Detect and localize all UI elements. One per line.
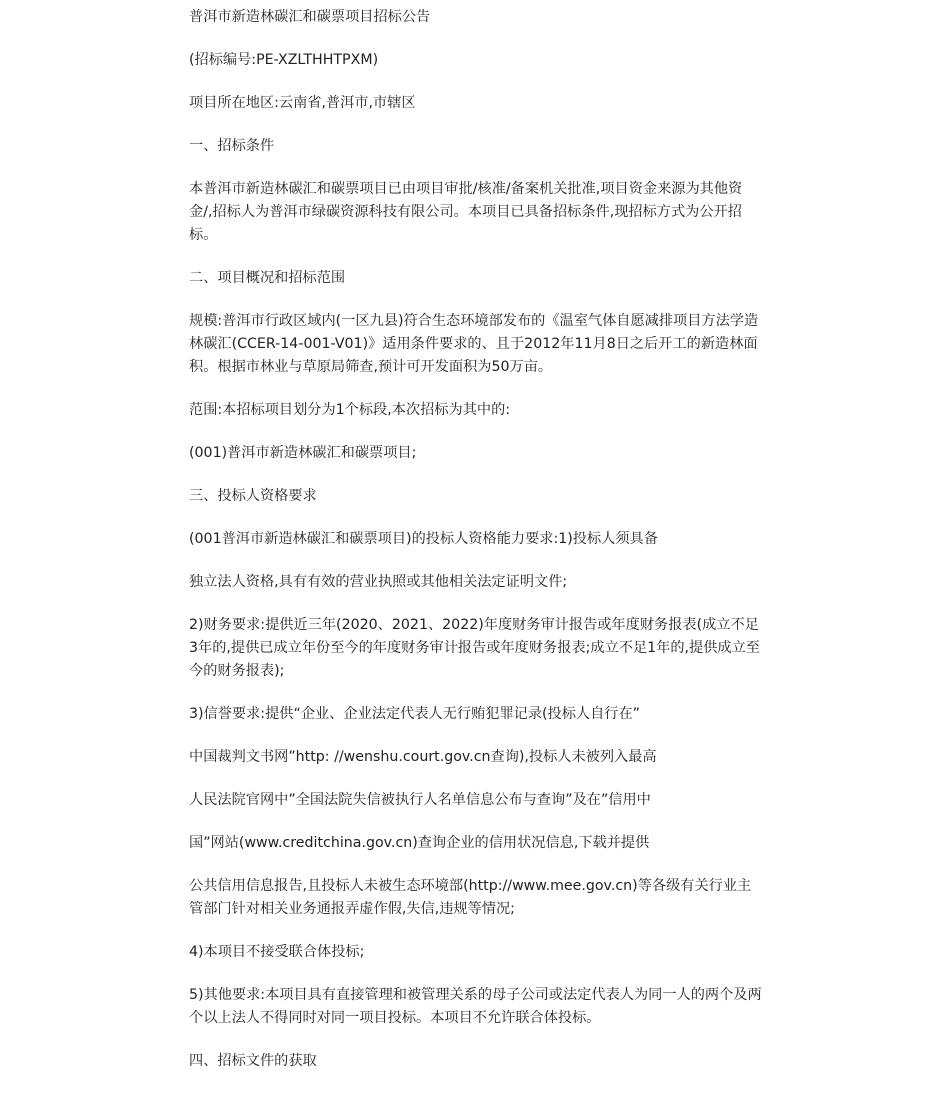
announcement-document <box>189 6 764 1093</box>
qualification-paragraph-4: 3)信誉要求:提供“企业、企业法定代表人无行贿犯罪记录(投标人自行在” <box>189 706 641 722</box>
qualification-paragraph-9: 4)本项目不接受联合体投标; <box>189 944 365 960</box>
qualification-paragraph-7: 国”网站(www.creditchina.gov.cn)查询企业的信用状况信息,下载并提供 <box>189 835 650 851</box>
bid-number: (招标编号:PE-XZLTHHTPXM) <box>189 52 379 68</box>
section-heading-qualifications: 三、投标人资格要求 <box>189 488 317 504</box>
bid-conditions-text: 本普洱市新造林碳汇和碳票项目已由项目审批/核准/备案机关批准,项目资金来源为其他资金/,招标人为普洱市绿碳资源科技有限公司。本项目已具备招标条件,现招标方式为公开招标。 <box>189 181 743 243</box>
project-scope-text: 范围:本招标项目划分为1个标段,本次招标为其中的: <box>189 402 511 418</box>
qualification-paragraph-1: (001普洱市新造林碳汇和碳票项目)的投标人资格能力要求:1)投标人须具备 <box>189 531 658 547</box>
project-lot-text: (001)普洱市新造林碳汇和碳票项目; <box>189 445 417 461</box>
section-heading-bid-conditions: 一、招标条件 <box>189 138 275 154</box>
section-heading-project-overview: 二、项目概况和招标范围 <box>189 270 346 286</box>
section-heading-tender-documents: 四、招标文件的获取 <box>189 1053 317 1069</box>
qualification-paragraph-6: 人民法院官网中”全国法院失信被执行人名单信息公布与查询”及在”信用中 <box>189 792 651 808</box>
project-region: 项目所在地区:云南省,普洱市,市辖区 <box>189 95 416 111</box>
qualification-paragraph-8: 公共信用信息报告,且投标人未被生态环境部(http://www.mee.gov.cn)等各级有关行业主管部门针对相关业务通报弄虚作假,失信,违规等情况; <box>189 878 752 917</box>
qualification-paragraph-2: 独立法人资格,具有有效的营业执照或其他相关法定证明文件; <box>189 574 568 590</box>
qualification-paragraph-10: 5)其他要求:本项目具有直接管理和被管理关系的母子公司或法定代表人为同一人的两个及两个以上法人不得同时对同一项目投标。本项目不允许联合体投标。 <box>189 987 762 1026</box>
qualification-paragraph-3: 2)财务要求:提供近三年(2020、2021、2022)年度财务审计报告或年度财务报表(成立不足3年的,提供已成立年份至今的年度财务审计报告或年度财务报表;成立不足1年的,提供成立至今的财务报表); <box>189 617 760 679</box>
document-title: 普洱市新造林碳汇和碳票项目招标公告 <box>189 9 431 25</box>
qualification-paragraph-5: 中国裁判文书网”http: //wenshu.court.gov.cn查询),投标人未被列入最高 <box>189 749 657 765</box>
project-scale-text: 规模:普洱市行政区域内(一区九县)符合生态环境部发布的《温室气体自愿减排项目方法学造林碳汇(CCER-14-001-V01)》适用条件要求的、且于2012年11月8日之后开工的新造林面积。根据市林业与草原局筛查,预计可开发面积为50万亩。 <box>189 313 759 375</box>
